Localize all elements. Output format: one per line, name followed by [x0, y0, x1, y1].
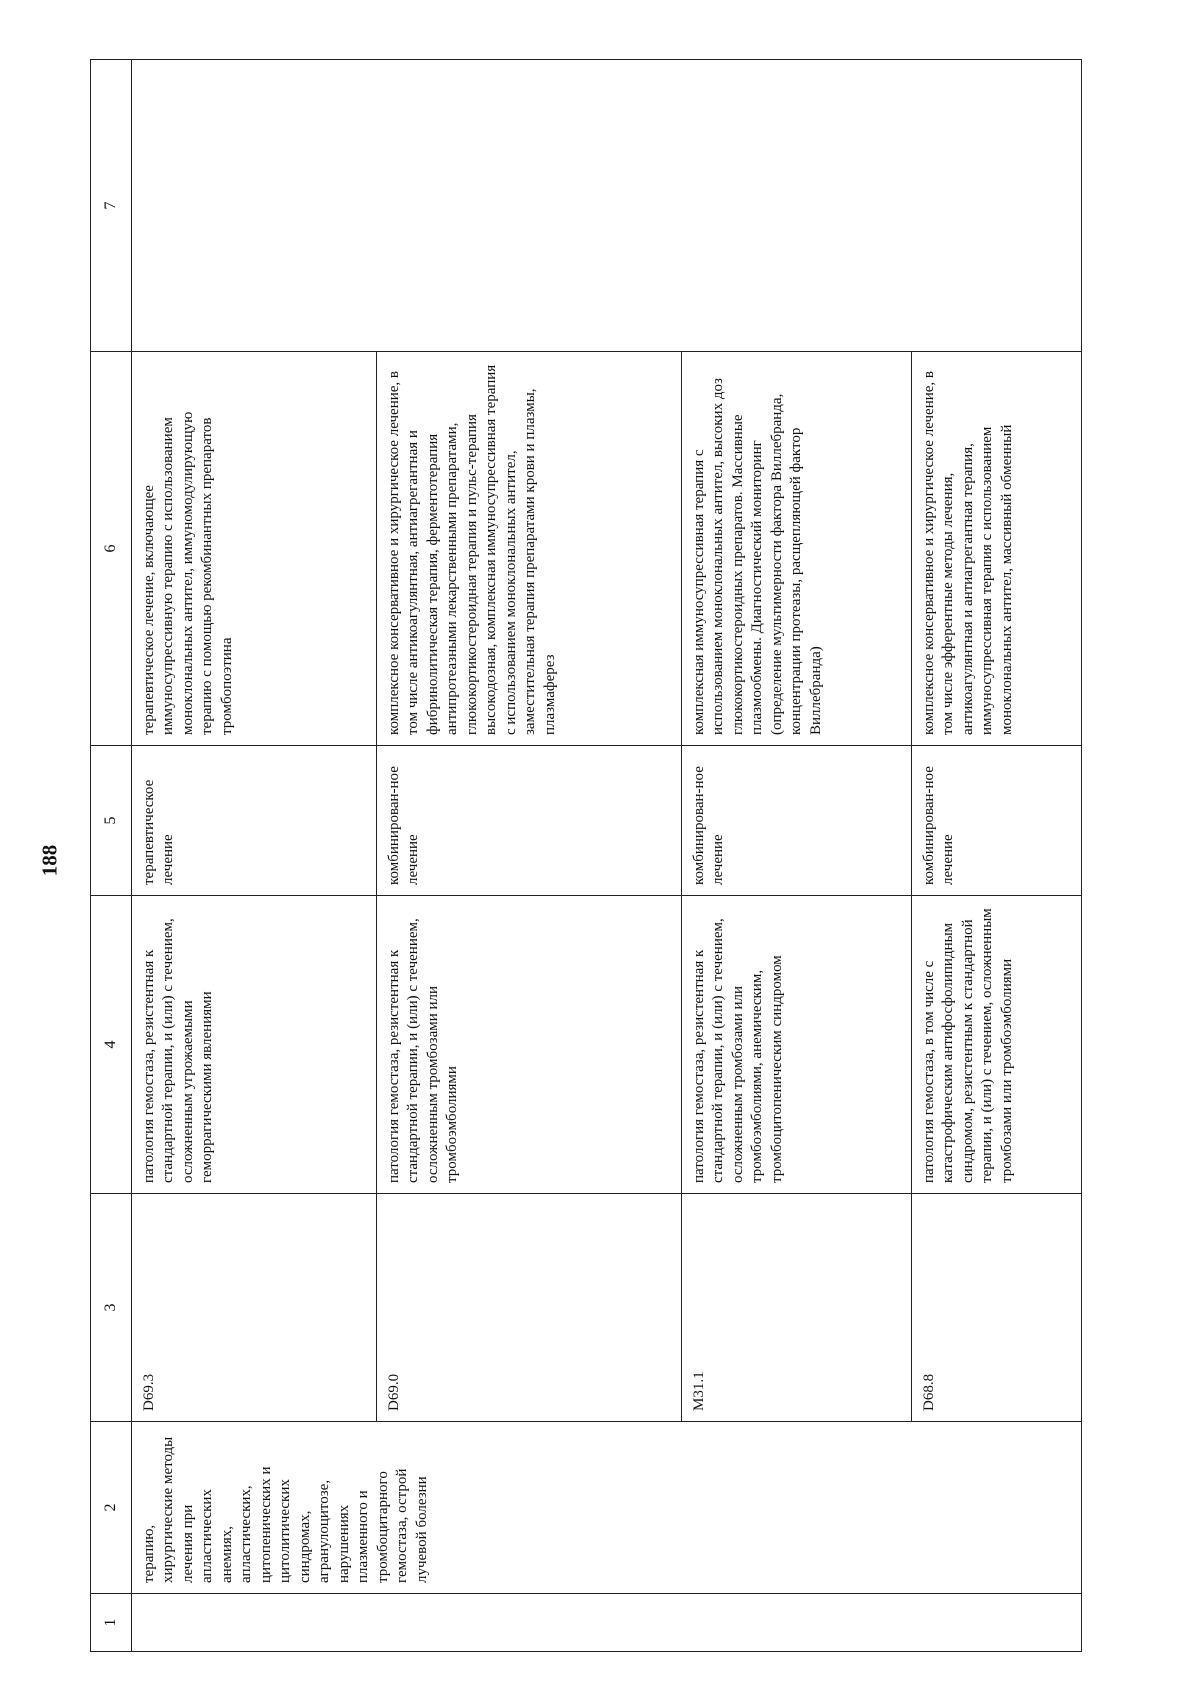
header-row	[91, 60, 132, 1652]
empty-col-7	[131, 60, 1081, 352]
header-col-7: 7	[91, 60, 132, 352]
header-col-3: 3	[91, 1194, 132, 1422]
mkb-code: D68.8	[911, 1194, 1081, 1422]
header-col-4: 4	[91, 896, 132, 1194]
condition-cell: патология гемостаза, резистентная к стандартной терапии, и (или) с течением, осложненным тромбозами или тромбоэмболиями	[376, 896, 681, 1194]
treatment-table	[90, 59, 1082, 1652]
treatment-type-cell: терапевтическое лечение	[131, 746, 376, 896]
condition-cell: патология гемостаза, резистентная к стандартной терапии, и (или) с течением, осложненным тромбозами или тромбоэмболиями, анемическим, тромбоцитопеническим синдромом	[681, 896, 911, 1194]
mkb-code: D69.3	[131, 1194, 376, 1422]
table-row	[131, 60, 376, 1652]
method-cell: комплексное консервативное и хирургическое лечение, в том числе эфферентные методы лечения, антикоагулянтная и антиагрегантная терапия, иммуносупрессивная терапия с использованием моноклональных антител, массивный обменный	[911, 352, 1081, 746]
page-number: 188	[37, 844, 62, 877]
method-cell: комплексное консервативное и хирургическое лечение, в том числе антикоагулянтная, антиагрегантная и фибринолитическая терапия, ферментотерапия антипротеазными лекарственными препаратами, глюкокортикостероидная терапия и пульс-терапия высокодозная, комплексная иммуносупрессивная терапия с использованием моноклональных антител, заместительная терапия препаратами крови и плазмы, плазмаферез	[376, 352, 681, 746]
treatment-type-cell: комбинирован-ное лечение	[911, 746, 1081, 896]
header-col-1: 1	[91, 1594, 132, 1652]
condition-cell: патология гемостаза, резистентная к стандартной терапии, и (или) с течением, осложненным угрожаемыми геморрагическими явлениями	[131, 896, 376, 1194]
condition-cell: патология гемостаза, в том числе с катастрофическим антифосфолипидным синдромом, резистентным к стандартной терапии, и (или) с течением, осложненным тромбозами или тромбоэмболиями	[911, 896, 1081, 1194]
treatment-type-cell: комбинирован-ное лечение	[681, 746, 911, 896]
header-col-2: 2	[91, 1422, 132, 1594]
header-col-6: 6	[91, 352, 132, 746]
row-number-cell	[131, 1594, 1081, 1652]
group-description: терапию, хирургические методы лечения при апластических анемиях, апластических, цитопенических и цитолитических синдромах, агранулоцитозе, нарушениях плазменного и тромбоцитарного гемостаза, острой лучевой болезни	[131, 1422, 1081, 1594]
method-cell: терапевтическое лечение, включающее иммуносупрессивную терапию с использованием моноклональных антител, иммуномодулирующую терапию с помощью рекомбинантных препаратов тромбопоэтина	[131, 352, 376, 746]
header-col-5: 5	[91, 746, 132, 896]
mkb-code: M31.1	[681, 1194, 911, 1422]
treatment-type-cell: комбинирован-ное лечение	[376, 746, 681, 896]
mkb-code: D69.0	[376, 1194, 681, 1422]
method-cell: комплексная иммуносупрессивная терапия с использованием моноклональных антител, высоких доз глюкокортикостероидных препаратов. Массивные плазмообмены. Диагностический мониторинг (определение мультимерности фактора Виллебранда, концентрации протеазы, расщепляющей фактор Виллебранда)	[681, 352, 911, 746]
rotated-page	[90, 60, 1100, 1652]
